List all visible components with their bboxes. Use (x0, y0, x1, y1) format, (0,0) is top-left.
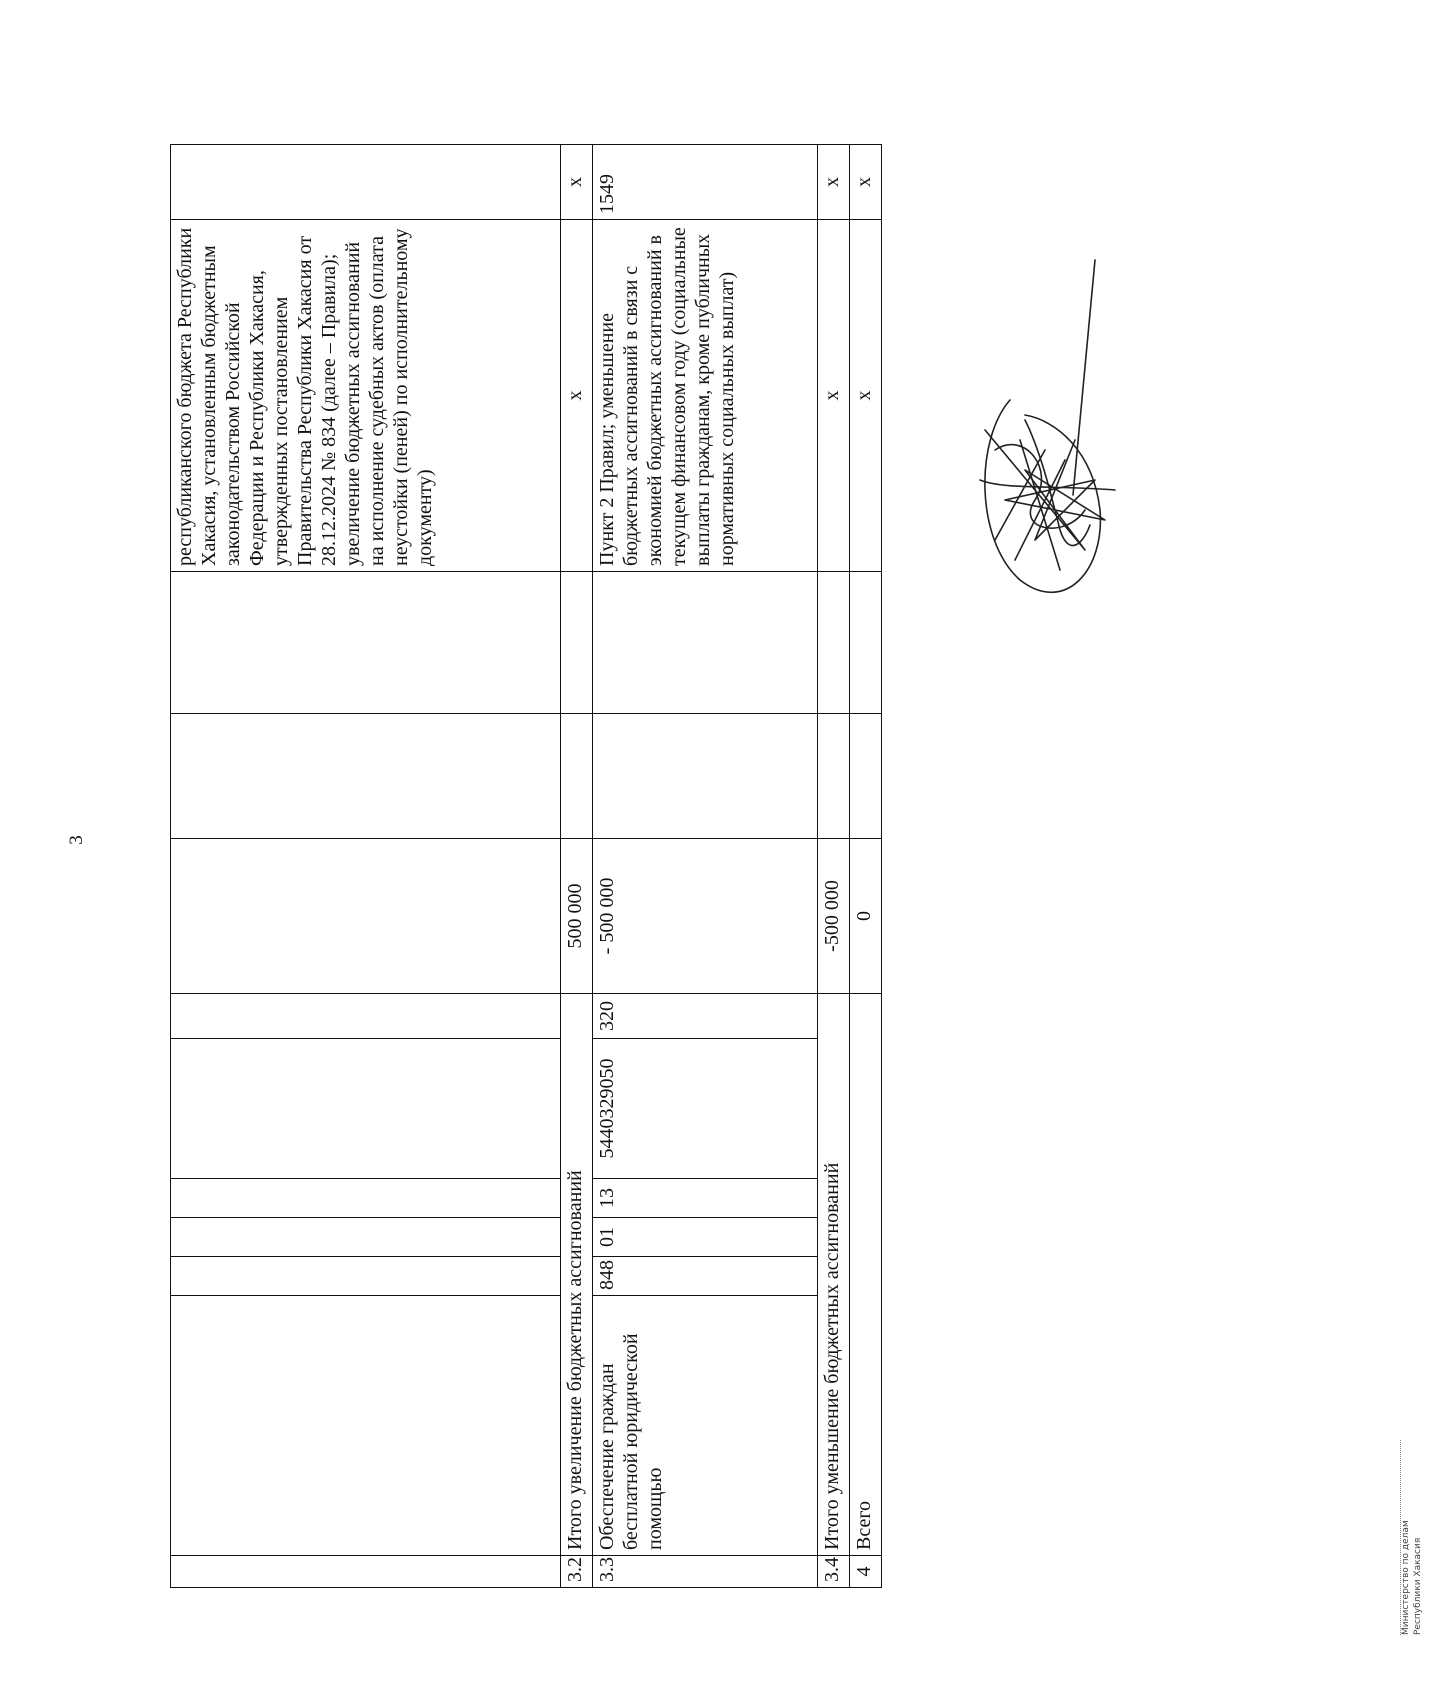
handwritten-signature (965, 240, 1135, 620)
rotated-table-frame (170, 145, 910, 1588)
code-cell (171, 1257, 561, 1296)
table-row (593, 145, 818, 1588)
row-number-cell: 3.4 (818, 1556, 850, 1588)
row-name-cell: Итого увеличение бюджетных ассигнований (561, 994, 593, 1556)
basis-cell: х (561, 220, 593, 572)
code-cell: 848 (593, 1257, 818, 1296)
code-cell (171, 1039, 561, 1179)
amount-cell: - 500 000 (593, 839, 818, 994)
blank-cell (818, 714, 850, 839)
row-name-cell: Обеспечение граждан бесплатной юридической помощью (593, 1296, 818, 1556)
last-cell: х (818, 145, 850, 220)
budget-allocation-table (170, 144, 882, 1588)
basis-cell (593, 220, 818, 572)
last-cell: х (561, 145, 593, 220)
blank-cell (561, 714, 593, 839)
code-cell (171, 994, 561, 1039)
table-row (850, 145, 882, 1588)
amount-cell: 0 (850, 839, 882, 994)
row-number-cell: 3.3 (593, 1556, 818, 1588)
stamp-line-1: Министерство по делам (1401, 1520, 1411, 1635)
code-cell: 13 (593, 1179, 818, 1218)
basis-cell: х (850, 220, 882, 572)
row-number-cell (171, 1556, 561, 1588)
basis-cell: х (818, 220, 850, 572)
blank-cell (850, 572, 882, 714)
amount-cell (171, 839, 561, 994)
amount-cell: 500 000 (561, 839, 593, 994)
row-number-cell: 3.2 (561, 1556, 593, 1588)
blank-cell (593, 572, 818, 714)
last-cell: х (850, 145, 882, 220)
last-cell: 1549 (593, 145, 818, 220)
table-row (561, 145, 593, 1588)
blank-cell (850, 714, 882, 839)
row-number-cell: 4 (850, 1556, 882, 1588)
code-cell: 5440329050 (593, 1039, 818, 1179)
blank-cell (171, 714, 561, 839)
blank-cell (561, 572, 593, 714)
basis-text: Пункт 2 Правил; уменьшение бюджетных ассигнований в связи с экономией бюджетных ассигнований в текущем финансовом году (социальные выплаты гражданам, кроме публичных нормативных социальных выплат) (596, 227, 738, 566)
page-number: 3 (65, 835, 87, 845)
blank-cell (593, 714, 818, 839)
row-name-cell (171, 1296, 561, 1556)
code-cell (171, 1179, 561, 1218)
row-name-cell: Всего (850, 994, 882, 1556)
last-cell (171, 145, 561, 220)
stamp-text (1400, 1440, 1446, 1635)
stamp-line-2: Республики Хакасия (1412, 1537, 1423, 1635)
basis-text: республиканского бюджета Республики Хакасия, установленным бюджетным законодательством Российской Федерации и Республики Хакасия, утвержденных постановлением Правительства Республики Хакасия от 28.12.2024 № 834 (далее – Правила); увеличение бюджетных ассигнований на исполнение судебных актов (оплата неустойки (пеней) по исполнительному документу) (174, 227, 436, 566)
table-row (171, 145, 561, 1588)
basis-cell (171, 220, 561, 572)
table-row (818, 145, 850, 1588)
code-cell: 320 (593, 994, 818, 1039)
registration-stamp (1400, 1440, 1445, 1635)
row-name-cell: Итого уменьшение бюджетных ассигнований (818, 994, 850, 1556)
blank-cell (818, 572, 850, 714)
code-cell: 01 (593, 1218, 818, 1257)
amount-cell: -500 000 (818, 839, 850, 994)
code-cell (171, 1218, 561, 1257)
blank-cell (171, 572, 561, 714)
